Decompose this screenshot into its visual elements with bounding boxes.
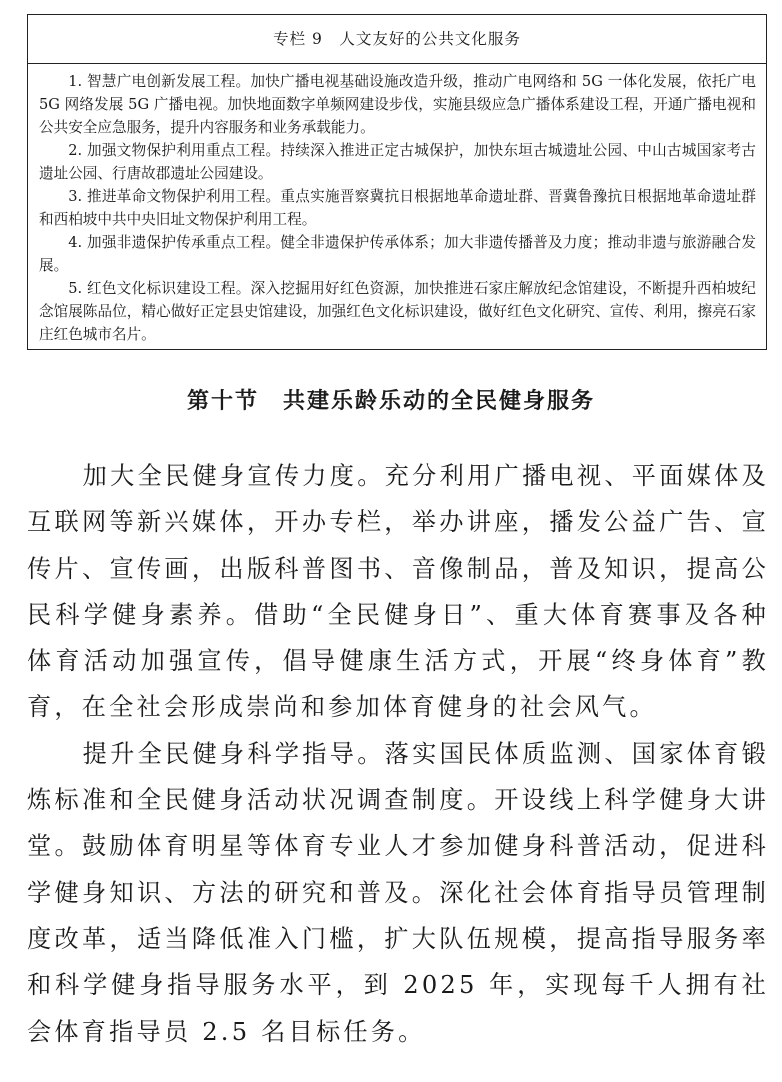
column-body <box>28 64 766 346</box>
column-item: 5. 红色文化标识建设工程。深入挖掘用好红色资源，加快推进石家庄解放纪念馆建设，不断提升西柏坡纪念馆展陈品位，精心做好正定县史馆建设，加强红色文化标识建设，做好红色文化研究、宣传、利用，擦亮石家庄红色城市名片。 <box>39 280 756 343</box>
section-heading: 第十节 共建乐龄乐动的全民健身服务 <box>186 388 595 414</box>
column-item: 2. 加强文物保护利用重点工程。持续深入推进正定古城保护，加快东垣古城遗址公园、中山古城国家考古遗址公园、行唐故郡遗址公园建设。 <box>39 142 756 182</box>
body-paragraph: 加大全民健身宣传力度。充分利用广播电视、平面媒体及互联网等新兴媒体，开办专栏，举办讲座，播发公益广告、宣传片、宣传画，出版科普图书、音像制品，普及知识，提高公民科学健身素养。借助“全民健身日”、重大体育赛事及各种体育活动加强宣传，倡导健康生活方式，开展“终身体育”教育，在全社会形成崇尚和参加体育健身的社会风气。 <box>27 462 769 722</box>
column-title: 专栏 9 人文友好的公共文化服务 <box>28 15 766 64</box>
column-item: 3. 推进革命文物保护利用工程。重点实施晋察冀抗日根据地革命遗址群、晋冀鲁豫抗日根据地革命遗址群和西柏坡中共中央旧址文物保护利用工程。 <box>39 188 756 228</box>
body-paragraph: 提升全民健身科学指导。落实国民体质监测、国家体育锻炼标准和全民健身活动状况调查制度。开设线上科学健身大讲堂。鼓励体育明星等体育专业人才参加健身科普活动，促进科学健身知识、方法的研究和普及。深化社会体育指导员管理制度改革，适当降低准入门槛，扩大队伍规模，提高指导服务率和科学健身指导服务水平，到 2025 年，实现每千人拥有社会体育指导员 2.5 名目标任务。 <box>27 739 769 1046</box>
body-text <box>27 453 769 1055</box>
column-item: 1. 智慧广电创新发展工程。加快广播电视基础设施改造升级，推动广电网络和 5G 一体化发展，依托广电 5G 网络发展 5G 广播电视。加快地面数字单频网建设步伐，实施县级应急广播体系建设工程，开通广播电视和公共安全应急服务，提升内容服务和业务承载能力。 <box>39 73 756 136</box>
column-box <box>27 14 767 350</box>
column-item: 4. 加强非遗保护传承重点工程。健全非遗保护传承体系；加大非遗传播普及力度；推动非遗与旅游融合发展。 <box>39 234 756 274</box>
